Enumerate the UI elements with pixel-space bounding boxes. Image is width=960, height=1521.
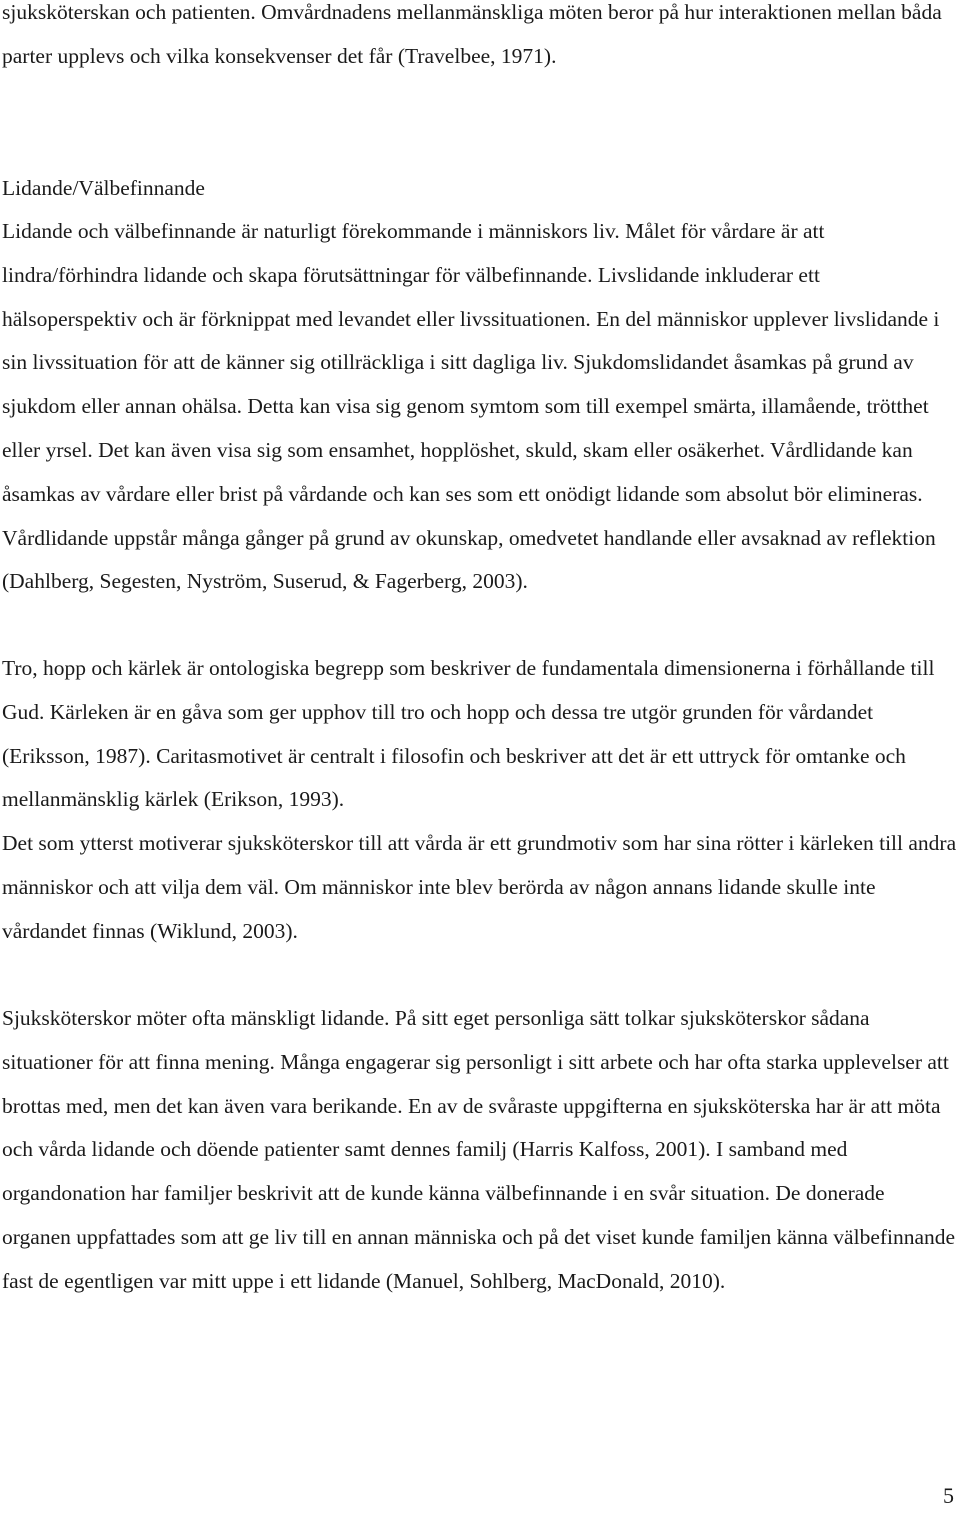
section-heading: Lidande/Välbefinnande — [2, 176, 205, 200]
section-paragraph-2: Tro, hopp och kärlek är ontologiska begrepp som beskriver de fundamentala dimensionerna i förhållande till Gud. Kärleken är en gåva som ger upphov till tro och hopp och dessa tre utgör grunden för vårdandet (Eriksson, 1987). Caritasmotivet är centralt i filosofin och beskriver att det är ett uttryck för omtanke och mellanmänsklig kärlek (Erikson, 1993). — [2, 656, 935, 812]
section-paragraph-4: Sjuksköterskor möter ofta mänskligt lidande. På sitt eget personliga sätt tolkar sjuksköterskor sådana situationer för att finna mening. Många engagerar sig personligt i sitt arbete och har ofta starka upplevelser att brottas med, men det kan även vara berikande. En av de svåraste uppgifterna en sjuksköterska har är att möta och vårda lidande och döende patienter samt dennes familj (Harris Kalfoss, 2001). I samband med organdonation har familjer beskrivit att de kunde känna välbefinnande i en svår situation. De donerade organen uppfattades som att ge liv till en annan människa och på det viset kunde familjen känna välbefinnande fast de egentligen var mitt uppe i ett lidande (Manuel, Sohlberg, MacDonald, 2010). — [2, 1006, 956, 1293]
section-paragraph-1: Lidande och välbefinnande är naturligt förekommande i människors liv. Målet för vårdare är att lindra/förhindra lidande och skapa förutsättningar för välbefinnande. Livslidande inkluderar ett hälsoperspektiv och är förknippat med levandet eller livssituationen. En del människor upplever livslidande i sin livssituation för att de känner sig otillräckliga i sitt dagliga liv. Sjukdomslidandet åsamkas på grund av sjukdom eller annan ohälsa. Detta kan visa sig genom symtom som till exempel smärta, illamående, trötthet eller yrsel. Det kan även visa sig som ensamhet, hopplöshet, skuld, skam eller osäkerhet. Vårdlidande kan åsamkas av vårdare eller brist på vårdande och kan ses som ett onödigt lidande som absolut bör elimineras. Vårdlidande uppstår många gånger på grund av okunskap, omedvetet handlande eller avsaknad av reflektion (Dahlberg, Segesten, Nyström, Suserud, & Fagerberg, 2003). — [2, 219, 940, 594]
intro-paragraph: sjuksköterskan och patienten. Omvårdnadens mellanmänskliga möten beror på hur interaktionen mellan båda parter upplevs och vilka konsekvenser det får (Travelbee, 1971). — [2, 0, 942, 68]
section-paragraph-3: Det som ytterst motiverar sjuksköterskor till att vårda är ett grundmotiv som har sina rötter i kärleken till andra människor och att vilja dem väl. Om människor inte blev berörda av någon annans lidande skulle inte vårdandet finnas (Wiklund, 2003). — [2, 831, 957, 943]
page-number: 5 — [943, 1483, 954, 1508]
